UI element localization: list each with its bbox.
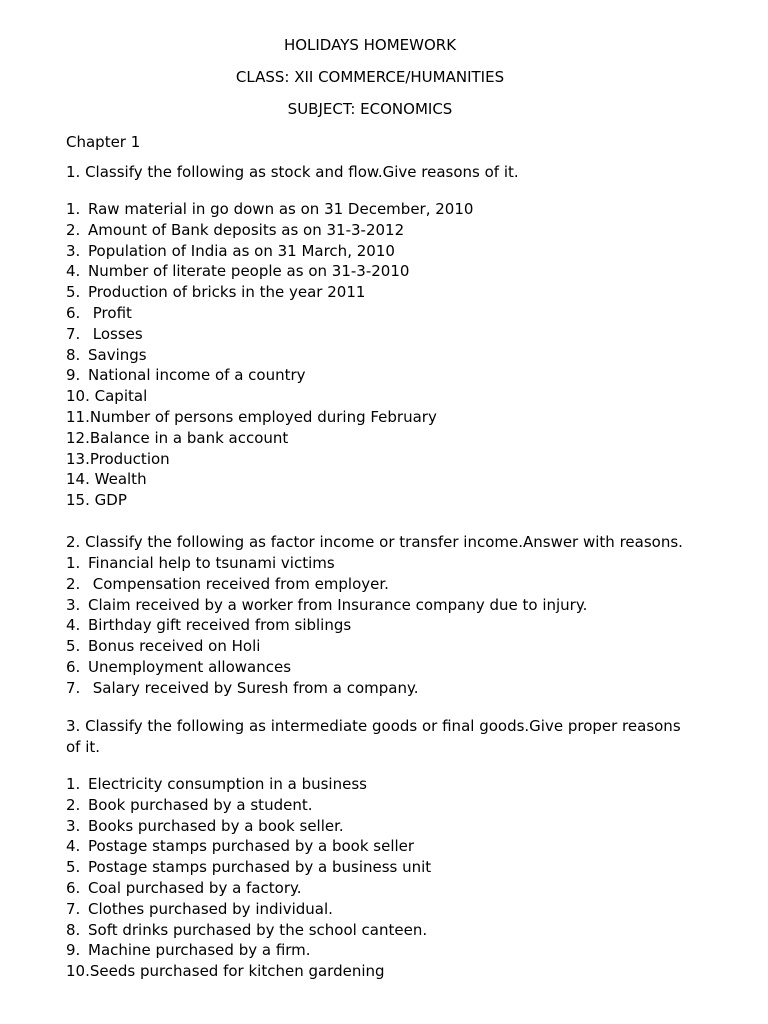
list-item [66,836,686,857]
list-item [66,774,686,795]
item-text: Amount of Bank deposits as on 31-3-2012 [88,220,405,239]
item-text: Electricity consumption in a business [88,775,367,793]
item-number: 3. [66,816,81,835]
list-item [66,553,686,574]
list-item [66,261,686,282]
list-item [66,345,686,366]
item-number: 15. [66,491,90,510]
item-text: GDP [94,491,127,510]
item-text: Number of persons employed during February [89,407,437,426]
item-number: 7. [66,324,81,343]
list-item [66,199,686,220]
item-number: 5. [66,283,81,302]
item-text: Birthday gift received from siblings [88,616,352,635]
item-number: 11. [66,407,90,426]
item-text: National income of a country [88,366,306,385]
item-text: Clothes purchased by individual. [88,899,333,918]
list-item [66,386,686,407]
list-item [66,795,686,816]
item-text: Losses [88,324,143,343]
question-3-prompt [66,716,686,758]
item-number: 12. [66,428,90,447]
list-item [66,657,686,678]
list-item [66,636,686,657]
list-item [66,878,686,899]
item-text: Postage stamps purchased by a business unit [88,858,432,877]
item-number: 5. [66,637,81,656]
item-number: 1. [66,200,81,218]
item-text: Coal purchased by a factory. [88,878,302,897]
item-number: 6. [66,303,81,322]
item-number: 9. [66,366,81,385]
list-item [66,678,686,699]
item-text: Compensation received from employer. [88,574,389,593]
item-number: 10. [66,387,90,406]
item-number: 6. [66,878,81,897]
list-item [66,816,686,837]
list-item [66,407,686,428]
item-text: Bonus received on Holi [88,637,261,656]
item-number: 5. [66,858,81,877]
item-number: 2. [66,574,81,593]
item-text: Production [89,449,170,468]
document-title: HOLIDAYS HOMEWORK [283,36,457,54]
list-item [66,303,686,324]
list-item [66,428,686,449]
item-number: 6. [66,657,81,676]
item-text: Machine purchased by a firm. [88,941,311,960]
list-item [66,574,686,595]
list-item [66,940,686,961]
item-number: 8. [66,920,81,939]
item-number: 13. [66,449,90,468]
list-item [66,282,686,303]
item-number: 7. [66,678,81,697]
question-3-prompt-line-1: 3. Classify the following as intermediate goods or final goods.Give proper reasons [66,717,681,735]
item-number: 3. [66,241,81,260]
list-item [66,449,686,470]
item-number: 4. [66,262,81,281]
item-text: Books purchased by a book seller. [88,816,344,835]
item-number: 2. [66,795,81,814]
question-3-list [66,774,686,982]
item-text: Seeds purchased for kitchen gardening [89,962,385,981]
item-number: 1. [66,554,81,572]
question-3-prompt-line-2: of it. [66,738,101,756]
list-item [66,220,686,241]
item-text: Raw material in go down as on 31 December, 2010 [88,200,474,218]
item-text: Production of bricks in the year 2011 [88,283,366,302]
question-2-list [66,553,686,699]
item-number: 3. [66,595,81,614]
item-text: Profit [88,303,132,322]
item-text: Postage stamps purchased by a book seller [88,837,415,856]
item-number: 9. [66,941,81,960]
list-item [66,595,686,616]
chapter-heading: Chapter 1 [66,133,141,151]
item-text: Financial help to tsunami victims [88,554,335,572]
item-number: 4. [66,837,81,856]
item-text: Capital [94,387,148,406]
list-item [66,615,686,636]
item-text: Savings [88,345,147,364]
list-item [66,324,686,345]
item-number: 10. [66,962,90,981]
list-item [66,899,686,920]
item-text: Book purchased by a student. [88,795,313,814]
item-text: Wealth [94,470,147,489]
item-number: 1. [66,775,81,793]
list-item [66,469,686,490]
item-text: Balance in a bank account [89,428,289,447]
item-text: Claim received by a worker from Insurance company due to injury. [88,595,588,614]
item-text: Population of India as on 31 March, 2010 [88,241,395,260]
item-number: 2. [66,220,81,239]
list-item [66,920,686,941]
item-number: 8. [66,345,81,364]
class-line: CLASS: XII COMMERCE/HUMANITIES [235,68,505,86]
list-item [66,365,686,386]
item-text: Number of literate people as on 31-3-2010 [88,262,410,281]
item-number: 4. [66,616,81,635]
list-item [66,961,686,982]
list-item [66,857,686,878]
subject-line: SUBJECT: ECONOMICS [287,100,453,118]
item-text: Unemployment allowances [88,657,292,676]
question-1-prompt: 1. Classify the following as stock and flow.Give reasons of it. [66,163,519,181]
item-number: 7. [66,899,81,918]
item-number: 14. [66,470,90,489]
item-text: Soft drinks purchased by the school canteen. [88,920,428,939]
question-1-list [66,199,686,511]
list-item [66,241,686,262]
list-item [66,490,686,511]
question-2-prompt: 2. Classify the following as factor income or transfer income.Answer with reasons. [66,533,683,551]
item-text: Salary received by Suresh from a company. [88,678,419,697]
